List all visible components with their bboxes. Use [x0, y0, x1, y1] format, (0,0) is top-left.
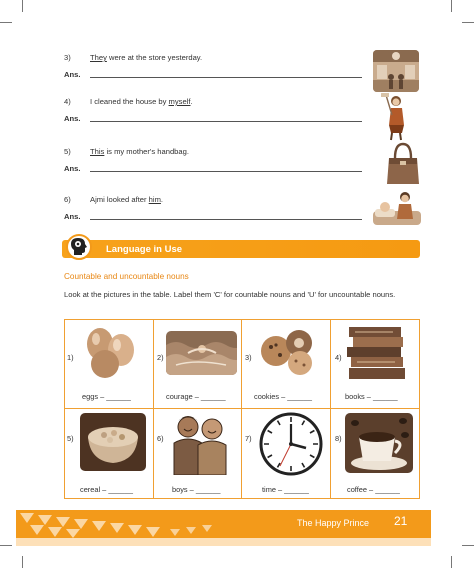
- noun-label[interactable]: cereal – ______: [80, 485, 134, 494]
- question-6: 6) Ajmi looked after him.: [64, 195, 164, 204]
- books-icon: [343, 324, 409, 382]
- question-number: 4): [64, 97, 71, 106]
- crop-mark: [22, 0, 23, 12]
- table-cell: 4) books – ______: [331, 319, 420, 409]
- underlined-pronoun: him: [148, 195, 161, 204]
- store-icon: [373, 50, 419, 92]
- handbag-icon: [385, 142, 421, 186]
- underlined-pronoun: This: [90, 147, 105, 156]
- noun-label[interactable]: coffee – ______: [347, 485, 400, 494]
- answer-line[interactable]: [90, 219, 362, 220]
- coffee-icon: [345, 413, 413, 473]
- noun-label[interactable]: time – ______: [262, 485, 309, 494]
- table-cell: 2) courage – ______: [154, 319, 242, 409]
- question-3: 3) They were at the store yesterday.: [64, 53, 203, 62]
- answer-label: Ans.: [64, 164, 81, 173]
- noun-label[interactable]: courage – ______: [166, 392, 226, 401]
- question-number: 3): [64, 53, 71, 62]
- table-cell: 5) cereal – ______: [64, 409, 154, 499]
- crop-mark: [0, 22, 12, 23]
- noun-label[interactable]: boys – ______: [172, 485, 221, 494]
- question-number: 6): [64, 195, 71, 204]
- cereal-icon: [80, 413, 146, 471]
- question-5: 5) This is my mother's handbag.: [64, 147, 189, 156]
- table-cell: 6) boys – ______: [154, 409, 242, 499]
- table-cell: 3) cookies – ______: [242, 319, 331, 409]
- noun-label[interactable]: eggs – ______: [82, 392, 131, 401]
- underlined-pronoun: myself: [168, 97, 191, 106]
- head-gears-icon: [66, 234, 92, 260]
- section-title: Language in Use: [106, 244, 183, 255]
- subsection-title: Countable and uncountable nouns: [64, 272, 189, 281]
- boys-icon: [168, 413, 232, 475]
- noun-label[interactable]: books – ______: [345, 392, 398, 401]
- eggs-icon: [78, 324, 144, 380]
- answer-line[interactable]: [90, 77, 362, 78]
- page-number: 21: [394, 514, 408, 528]
- answer-label: Ans.: [64, 114, 81, 123]
- answer-line[interactable]: [90, 121, 362, 122]
- crop-mark: [451, 0, 452, 12]
- underlined-pronoun: They: [90, 53, 107, 62]
- cookies-icon: [256, 325, 318, 377]
- clock-icon: [258, 411, 324, 477]
- book-title: The Happy Prince: [297, 518, 370, 528]
- noun-label[interactable]: cookies – ______: [254, 392, 312, 401]
- sick-child-icon: [373, 189, 421, 229]
- table-cell: 1) eggs – ______: [64, 319, 154, 409]
- question-4: 4) I cleaned the house by myself.: [64, 97, 193, 106]
- answer-line[interactable]: [90, 171, 362, 172]
- swimmer-icon: [166, 331, 237, 375]
- cleaning-woman-icon: [378, 93, 412, 141]
- instructions: Look at the pictures in the table. Label them 'C' for countable nouns and 'U' for uncountable nouns.: [64, 290, 396, 299]
- table-cell: 7) time – ______: [242, 409, 331, 499]
- crop-mark: [462, 22, 474, 23]
- question-number: 5): [64, 147, 71, 156]
- answer-label: Ans.: [64, 70, 81, 79]
- answer-label: Ans.: [64, 212, 81, 221]
- table-cell: 8) coffee – ______: [331, 409, 420, 499]
